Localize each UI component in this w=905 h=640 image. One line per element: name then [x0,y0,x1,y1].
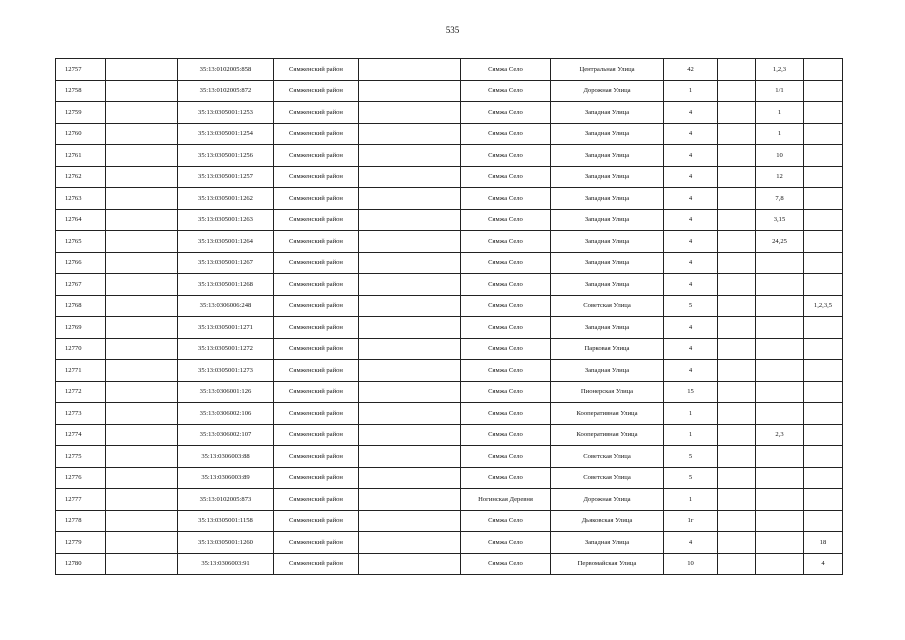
page-number: 535 [445,25,460,35]
house-number-cell: 4 [664,209,718,231]
extra-cell [718,145,756,167]
cadastral-number-cell: 35:13:0305001:1260 [178,532,274,554]
empty-cell [359,188,461,210]
apartment-cell [756,489,804,511]
cadastral-number-cell: 35:13:0305001:1254 [178,123,274,145]
extra-cell [718,338,756,360]
house-number-cell: 10 [664,553,718,575]
district-cell: Сямженский район [274,317,359,339]
cadastral-number-cell: 35:13:0306003:89 [178,467,274,489]
house-number-cell: 42 [664,59,718,81]
extra-cell [718,274,756,296]
apartment-cell [756,381,804,403]
empty-cell [359,338,461,360]
district-cell: Сямженский район [274,295,359,317]
cadastral-number-cell: 35:13:0305001:1272 [178,338,274,360]
empty-cell [359,231,461,253]
district-cell: Сямженский район [274,360,359,382]
locality-cell: Сямжа Село [461,209,551,231]
cadastral-number-cell: 35:13:0305001:1158 [178,510,274,532]
table-row [56,489,843,511]
empty-cell [359,102,461,124]
house-number-cell: 4 [664,360,718,382]
room-cell [804,166,843,188]
room-cell [804,209,843,231]
record-number-cell: 12763 [56,188,106,210]
extra-cell [718,403,756,425]
locality-cell: Сямжа Село [461,123,551,145]
apartment-cell: 10 [756,145,804,167]
locality-cell: Сямжа Село [461,317,551,339]
cadastral-number-cell: 35:13:0305001:1268 [178,274,274,296]
apartment-cell: 1/1 [756,80,804,102]
locality-cell: Сямжа Село [461,252,551,274]
empty-cell [359,424,461,446]
empty-cell [106,145,178,167]
street-cell: Западная Улица [551,274,664,296]
room-cell: 1,2,3,5 [804,295,843,317]
cadastral-number-cell: 35:13:0305001:1273 [178,360,274,382]
empty-cell [106,467,178,489]
empty-cell [359,274,461,296]
apartment-cell [756,510,804,532]
district-cell: Сямженский район [274,188,359,210]
table-row [56,403,843,425]
street-cell: Западная Улица [551,102,664,124]
record-number-cell: 12773 [56,403,106,425]
empty-cell [106,446,178,468]
house-number-cell: 1г [664,510,718,532]
table-row [56,80,843,102]
locality-cell: Сямжа Село [461,166,551,188]
empty-cell [106,295,178,317]
district-cell: Сямженский район [274,403,359,425]
locality-cell: Сямжа Село [461,467,551,489]
locality-cell: Сямжа Село [461,403,551,425]
record-number-cell: 12770 [56,338,106,360]
room-cell [804,59,843,81]
house-number-cell: 4 [664,102,718,124]
extra-cell [718,188,756,210]
empty-cell [359,446,461,468]
empty-cell [359,510,461,532]
extra-cell [718,80,756,102]
house-number-cell: 4 [664,338,718,360]
table-row [56,510,843,532]
cadastral-number-cell: 35:13:0306002:107 [178,424,274,446]
empty-cell [106,188,178,210]
empty-cell [359,80,461,102]
district-cell: Сямженский район [274,532,359,554]
house-number-cell: 4 [664,274,718,296]
empty-cell [106,209,178,231]
room-cell [804,424,843,446]
room-cell [804,80,843,102]
house-number-cell: 5 [664,446,718,468]
locality-cell: Сямжа Село [461,532,551,554]
record-number-cell: 12766 [56,252,106,274]
locality-cell: Ногинская Деревня [461,489,551,511]
street-cell: Западная Улица [551,123,664,145]
apartment-cell [756,295,804,317]
locality-cell: Сямжа Село [461,188,551,210]
locality-cell: Сямжа Село [461,553,551,575]
street-cell: Западная Улица [551,145,664,167]
address-register-table [55,58,843,575]
empty-cell [106,510,178,532]
street-cell: Западная Улица [551,188,664,210]
street-cell: Западная Улица [551,252,664,274]
locality-cell: Сямжа Село [461,360,551,382]
apartment-cell: 1 [756,102,804,124]
empty-cell [359,166,461,188]
table-row [56,274,843,296]
record-number-cell: 12760 [56,123,106,145]
locality-cell: Сямжа Село [461,295,551,317]
house-number-cell: 4 [664,231,718,253]
district-cell: Сямженский район [274,553,359,575]
record-number-cell: 12775 [56,446,106,468]
record-number-cell: 12779 [56,532,106,554]
empty-cell [106,166,178,188]
street-cell: Первомайская Улица [551,553,664,575]
extra-cell [718,510,756,532]
empty-cell [106,59,178,81]
empty-cell [106,489,178,511]
room-cell [804,123,843,145]
empty-cell [359,467,461,489]
register-body [56,59,843,575]
cadastral-number-cell: 35:13:0102005:872 [178,80,274,102]
empty-cell [359,59,461,81]
house-number-cell: 4 [664,317,718,339]
extra-cell [718,532,756,554]
record-number-cell: 12767 [56,274,106,296]
extra-cell [718,295,756,317]
apartment-cell: 1,2,3 [756,59,804,81]
empty-cell [106,360,178,382]
district-cell: Сямженский район [274,231,359,253]
district-cell: Сямженский район [274,252,359,274]
record-number-cell: 12774 [56,424,106,446]
room-cell [804,317,843,339]
street-cell: Дорожная Улица [551,489,664,511]
house-number-cell: 1 [664,403,718,425]
district-cell: Сямженский район [274,489,359,511]
room-cell [804,145,843,167]
empty-cell [106,381,178,403]
district-cell: Сямженский район [274,424,359,446]
empty-cell [106,424,178,446]
table-row [56,446,843,468]
empty-cell [106,252,178,274]
district-cell: Сямженский район [274,123,359,145]
empty-cell [106,338,178,360]
house-number-cell: 1 [664,424,718,446]
room-cell [804,188,843,210]
record-number-cell: 12762 [56,166,106,188]
extra-cell [718,209,756,231]
district-cell: Сямженский район [274,166,359,188]
street-cell: Дьяковская Улица [551,510,664,532]
table-row [56,553,843,575]
extra-cell [718,553,756,575]
street-cell: Западная Улица [551,317,664,339]
cadastral-number-cell: 35:13:0305001:1267 [178,252,274,274]
empty-cell [359,360,461,382]
record-number-cell: 12757 [56,59,106,81]
house-number-cell: 1 [664,489,718,511]
record-number-cell: 12780 [56,553,106,575]
record-number-cell: 12771 [56,360,106,382]
apartment-cell [756,532,804,554]
apartment-cell [756,360,804,382]
apartment-cell [756,317,804,339]
record-number-cell: 12758 [56,80,106,102]
district-cell: Сямженский район [274,338,359,360]
locality-cell: Сямжа Село [461,424,551,446]
apartment-cell: 2,3 [756,424,804,446]
cadastral-number-cell: 35:13:0305001:1253 [178,102,274,124]
street-cell: Пионерская Улица [551,381,664,403]
empty-cell [106,317,178,339]
apartment-cell [756,274,804,296]
cadastral-number-cell: 35:13:0306001:126 [178,381,274,403]
table-row [56,102,843,124]
street-cell: Западная Улица [551,166,664,188]
extra-cell [718,123,756,145]
empty-cell [359,317,461,339]
empty-cell [106,553,178,575]
table-row [56,231,843,253]
extra-cell [718,489,756,511]
cadastral-number-cell: 35:13:0102005:873 [178,489,274,511]
record-number-cell: 12778 [56,510,106,532]
district-cell: Сямженский район [274,102,359,124]
empty-cell [106,403,178,425]
district-cell: Сямженский район [274,510,359,532]
table-row [56,166,843,188]
table-row [56,532,843,554]
table-row [56,59,843,81]
empty-cell [359,489,461,511]
house-number-cell: 4 [664,166,718,188]
empty-cell [359,252,461,274]
room-cell [804,102,843,124]
street-cell: Дорожная Улица [551,80,664,102]
table-row [56,317,843,339]
record-number-cell: 12777 [56,489,106,511]
extra-cell [718,381,756,403]
extra-cell [718,166,756,188]
empty-cell [106,231,178,253]
locality-cell: Сямжа Село [461,446,551,468]
empty-cell [359,145,461,167]
record-number-cell: 12761 [56,145,106,167]
apartment-cell [756,252,804,274]
table-row [56,145,843,167]
record-number-cell: 12764 [56,209,106,231]
empty-cell [106,102,178,124]
street-cell: Советская Улица [551,446,664,468]
district-cell: Сямженский район [274,467,359,489]
room-cell [804,446,843,468]
district-cell: Сямженский район [274,145,359,167]
locality-cell: Сямжа Село [461,274,551,296]
empty-cell [359,295,461,317]
record-number-cell: 12769 [56,317,106,339]
house-number-cell: 5 [664,295,718,317]
apartment-cell [756,403,804,425]
room-cell [804,252,843,274]
district-cell: Сямженский район [274,59,359,81]
table-row [56,381,843,403]
apartment-cell [756,553,804,575]
record-number-cell: 12759 [56,102,106,124]
apartment-cell [756,446,804,468]
cadastral-number-cell: 35:13:0305001:1256 [178,145,274,167]
empty-cell [359,123,461,145]
street-cell: Западная Улица [551,209,664,231]
apartment-cell: 12 [756,166,804,188]
street-cell: Центральная Улица [551,59,664,81]
table-row [56,123,843,145]
locality-cell: Сямжа Село [461,145,551,167]
room-cell: 4 [804,553,843,575]
house-number-cell: 4 [664,188,718,210]
empty-cell [106,274,178,296]
apartment-cell [756,467,804,489]
record-number-cell: 12772 [56,381,106,403]
empty-cell [106,532,178,554]
locality-cell: Сямжа Село [461,510,551,532]
room-cell [804,403,843,425]
street-cell: Западная Улица [551,231,664,253]
room-cell: 18 [804,532,843,554]
extra-cell [718,59,756,81]
street-cell: Западная Улица [551,532,664,554]
cadastral-number-cell: 35:13:0102005:858 [178,59,274,81]
house-number-cell: 4 [664,145,718,167]
extra-cell [718,102,756,124]
district-cell: Сямженский район [274,80,359,102]
locality-cell: Сямжа Село [461,59,551,81]
extra-cell [718,424,756,446]
street-cell: Кооперативная Улица [551,424,664,446]
locality-cell: Сямжа Село [461,338,551,360]
district-cell: Сямженский район [274,209,359,231]
table-row [56,295,843,317]
street-cell: Советская Улица [551,295,664,317]
cadastral-number-cell: 35:13:0306003:88 [178,446,274,468]
cadastral-number-cell: 35:13:0305001:1257 [178,166,274,188]
record-number-cell: 12776 [56,467,106,489]
district-cell: Сямженский район [274,274,359,296]
room-cell [804,338,843,360]
locality-cell: Сямжа Село [461,381,551,403]
cadastral-number-cell: 35:13:0306002:106 [178,403,274,425]
table-row [56,209,843,231]
empty-cell [359,553,461,575]
apartment-cell: 1 [756,123,804,145]
table-row [56,424,843,446]
locality-cell: Сямжа Село [461,231,551,253]
locality-cell: Сямжа Село [461,80,551,102]
empty-cell [359,381,461,403]
street-cell: Кооперативная Улица [551,403,664,425]
cadastral-number-cell: 35:13:0305001:1262 [178,188,274,210]
district-cell: Сямженский район [274,446,359,468]
room-cell [804,381,843,403]
street-cell: Советская Улица [551,467,664,489]
district-cell: Сямженский район [274,381,359,403]
empty-cell [359,209,461,231]
apartment-cell [756,338,804,360]
apartment-cell: 24,25 [756,231,804,253]
record-number-cell: 12765 [56,231,106,253]
extra-cell [718,231,756,253]
empty-cell [106,123,178,145]
house-number-cell: 4 [664,252,718,274]
room-cell [804,274,843,296]
house-number-cell: 15 [664,381,718,403]
house-number-cell: 4 [664,532,718,554]
extra-cell [718,317,756,339]
street-cell: Парковая Улица [551,338,664,360]
street-cell: Западная Улица [551,360,664,382]
room-cell [804,467,843,489]
extra-cell [718,446,756,468]
cadastral-number-cell: 35:13:0306003:91 [178,553,274,575]
empty-cell [359,403,461,425]
house-number-cell: 5 [664,467,718,489]
cadastral-number-cell: 35:13:0305001:1264 [178,231,274,253]
empty-cell [106,80,178,102]
room-cell [804,360,843,382]
house-number-cell: 1 [664,80,718,102]
house-number-cell: 4 [664,123,718,145]
table-row [56,338,843,360]
table-row [56,467,843,489]
extra-cell [718,360,756,382]
apartment-cell: 7,8 [756,188,804,210]
locality-cell: Сямжа Село [461,102,551,124]
apartment-cell: 3,15 [756,209,804,231]
cadastral-number-cell: 35:13:0306006:248 [178,295,274,317]
record-number-cell: 12768 [56,295,106,317]
room-cell [804,489,843,511]
table-row [56,360,843,382]
cadastral-number-cell: 35:13:0305001:1271 [178,317,274,339]
extra-cell [718,252,756,274]
table-row [56,252,843,274]
extra-cell [718,467,756,489]
cadastral-number-cell: 35:13:0305001:1263 [178,209,274,231]
empty-cell [359,532,461,554]
table-row [56,188,843,210]
room-cell [804,510,843,532]
room-cell [804,231,843,253]
